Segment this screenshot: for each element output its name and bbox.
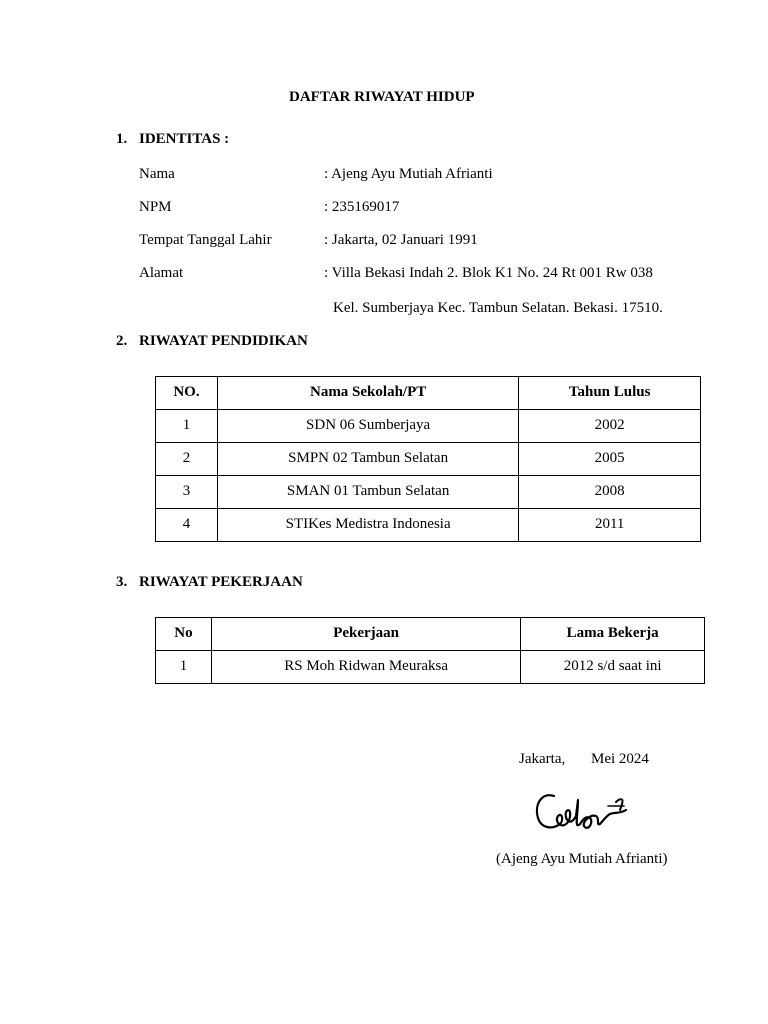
work-table	[155, 617, 705, 684]
signature-image	[532, 786, 632, 836]
education-header-no: NO.	[156, 377, 218, 410]
field-value-alamat: : Villa Bekasi Indah 2. Blok K1 No. 24 Rt 001 Rw 038	[324, 265, 653, 281]
education-cell-year: 2008	[519, 476, 701, 509]
education-header-row	[156, 377, 701, 410]
field-label-nama: Nama	[139, 166, 175, 182]
work-cell-no: 1	[156, 651, 212, 684]
section2-number: 2.	[116, 333, 128, 349]
education-cell-school: SMPN 02 Tambun Selatan	[217, 443, 518, 476]
signer-name: (Ajeng Ayu Mutiah Afrianti)	[496, 851, 668, 867]
table-row	[156, 651, 705, 684]
field-value-nama: : Ajeng Ayu Mutiah Afrianti	[324, 166, 493, 182]
education-cell-school: SDN 06 Sumberjaya	[217, 410, 518, 443]
section3-heading: RIWAYAT PEKERJAAN	[139, 574, 303, 590]
work-header-duration: Lama Bekerja	[521, 618, 705, 651]
table-row	[156, 410, 701, 443]
section1-number: 1.	[116, 131, 128, 147]
section2-heading: RIWAYAT PENDIDIKAN	[139, 333, 308, 349]
education-cell-year: 2002	[519, 410, 701, 443]
education-cell-no: 3	[156, 476, 218, 509]
education-header-year: Tahun Lulus	[519, 377, 701, 410]
work-cell-duration: 2012 s/d saat ini	[521, 651, 705, 684]
field-label-ttl: Tempat Tanggal Lahir	[139, 232, 272, 248]
section1-heading: IDENTITAS :	[139, 131, 230, 147]
work-cell-job: RS Moh Ridwan Meuraksa	[211, 651, 520, 684]
closing-place: Jakarta,	[519, 751, 566, 767]
field-value-npm: : 235169017	[324, 199, 400, 215]
work-header-no: No	[156, 618, 212, 651]
closing-date: Mei 2024	[591, 751, 649, 767]
education-cell-year: 2005	[519, 443, 701, 476]
field-label-npm: NPM	[139, 199, 172, 215]
work-header-job: Pekerjaan	[211, 618, 520, 651]
table-row	[156, 509, 701, 542]
education-table	[155, 376, 701, 542]
education-cell-school: SMAN 01 Tambun Selatan	[217, 476, 518, 509]
section3-number: 3.	[116, 574, 128, 590]
table-row	[156, 443, 701, 476]
education-cell-school: STIKes Medistra Indonesia	[217, 509, 518, 542]
education-cell-no: 2	[156, 443, 218, 476]
field-value-ttl: : Jakarta, 02 Januari 1991	[324, 232, 478, 248]
table-row	[156, 476, 701, 509]
field-label-alamat: Alamat	[139, 265, 184, 281]
work-header-row	[156, 618, 705, 651]
education-cell-year: 2011	[519, 509, 701, 542]
field-value-alamat-line2: Kel. Sumberjaya Kec. Tambun Selatan. Bekasi. 17510.	[333, 300, 663, 316]
education-cell-no: 1	[156, 410, 218, 443]
document-title: DAFTAR RIWAYAT HIDUP	[289, 89, 475, 105]
education-cell-no: 4	[156, 509, 218, 542]
education-header-school: Nama Sekolah/PT	[217, 377, 518, 410]
